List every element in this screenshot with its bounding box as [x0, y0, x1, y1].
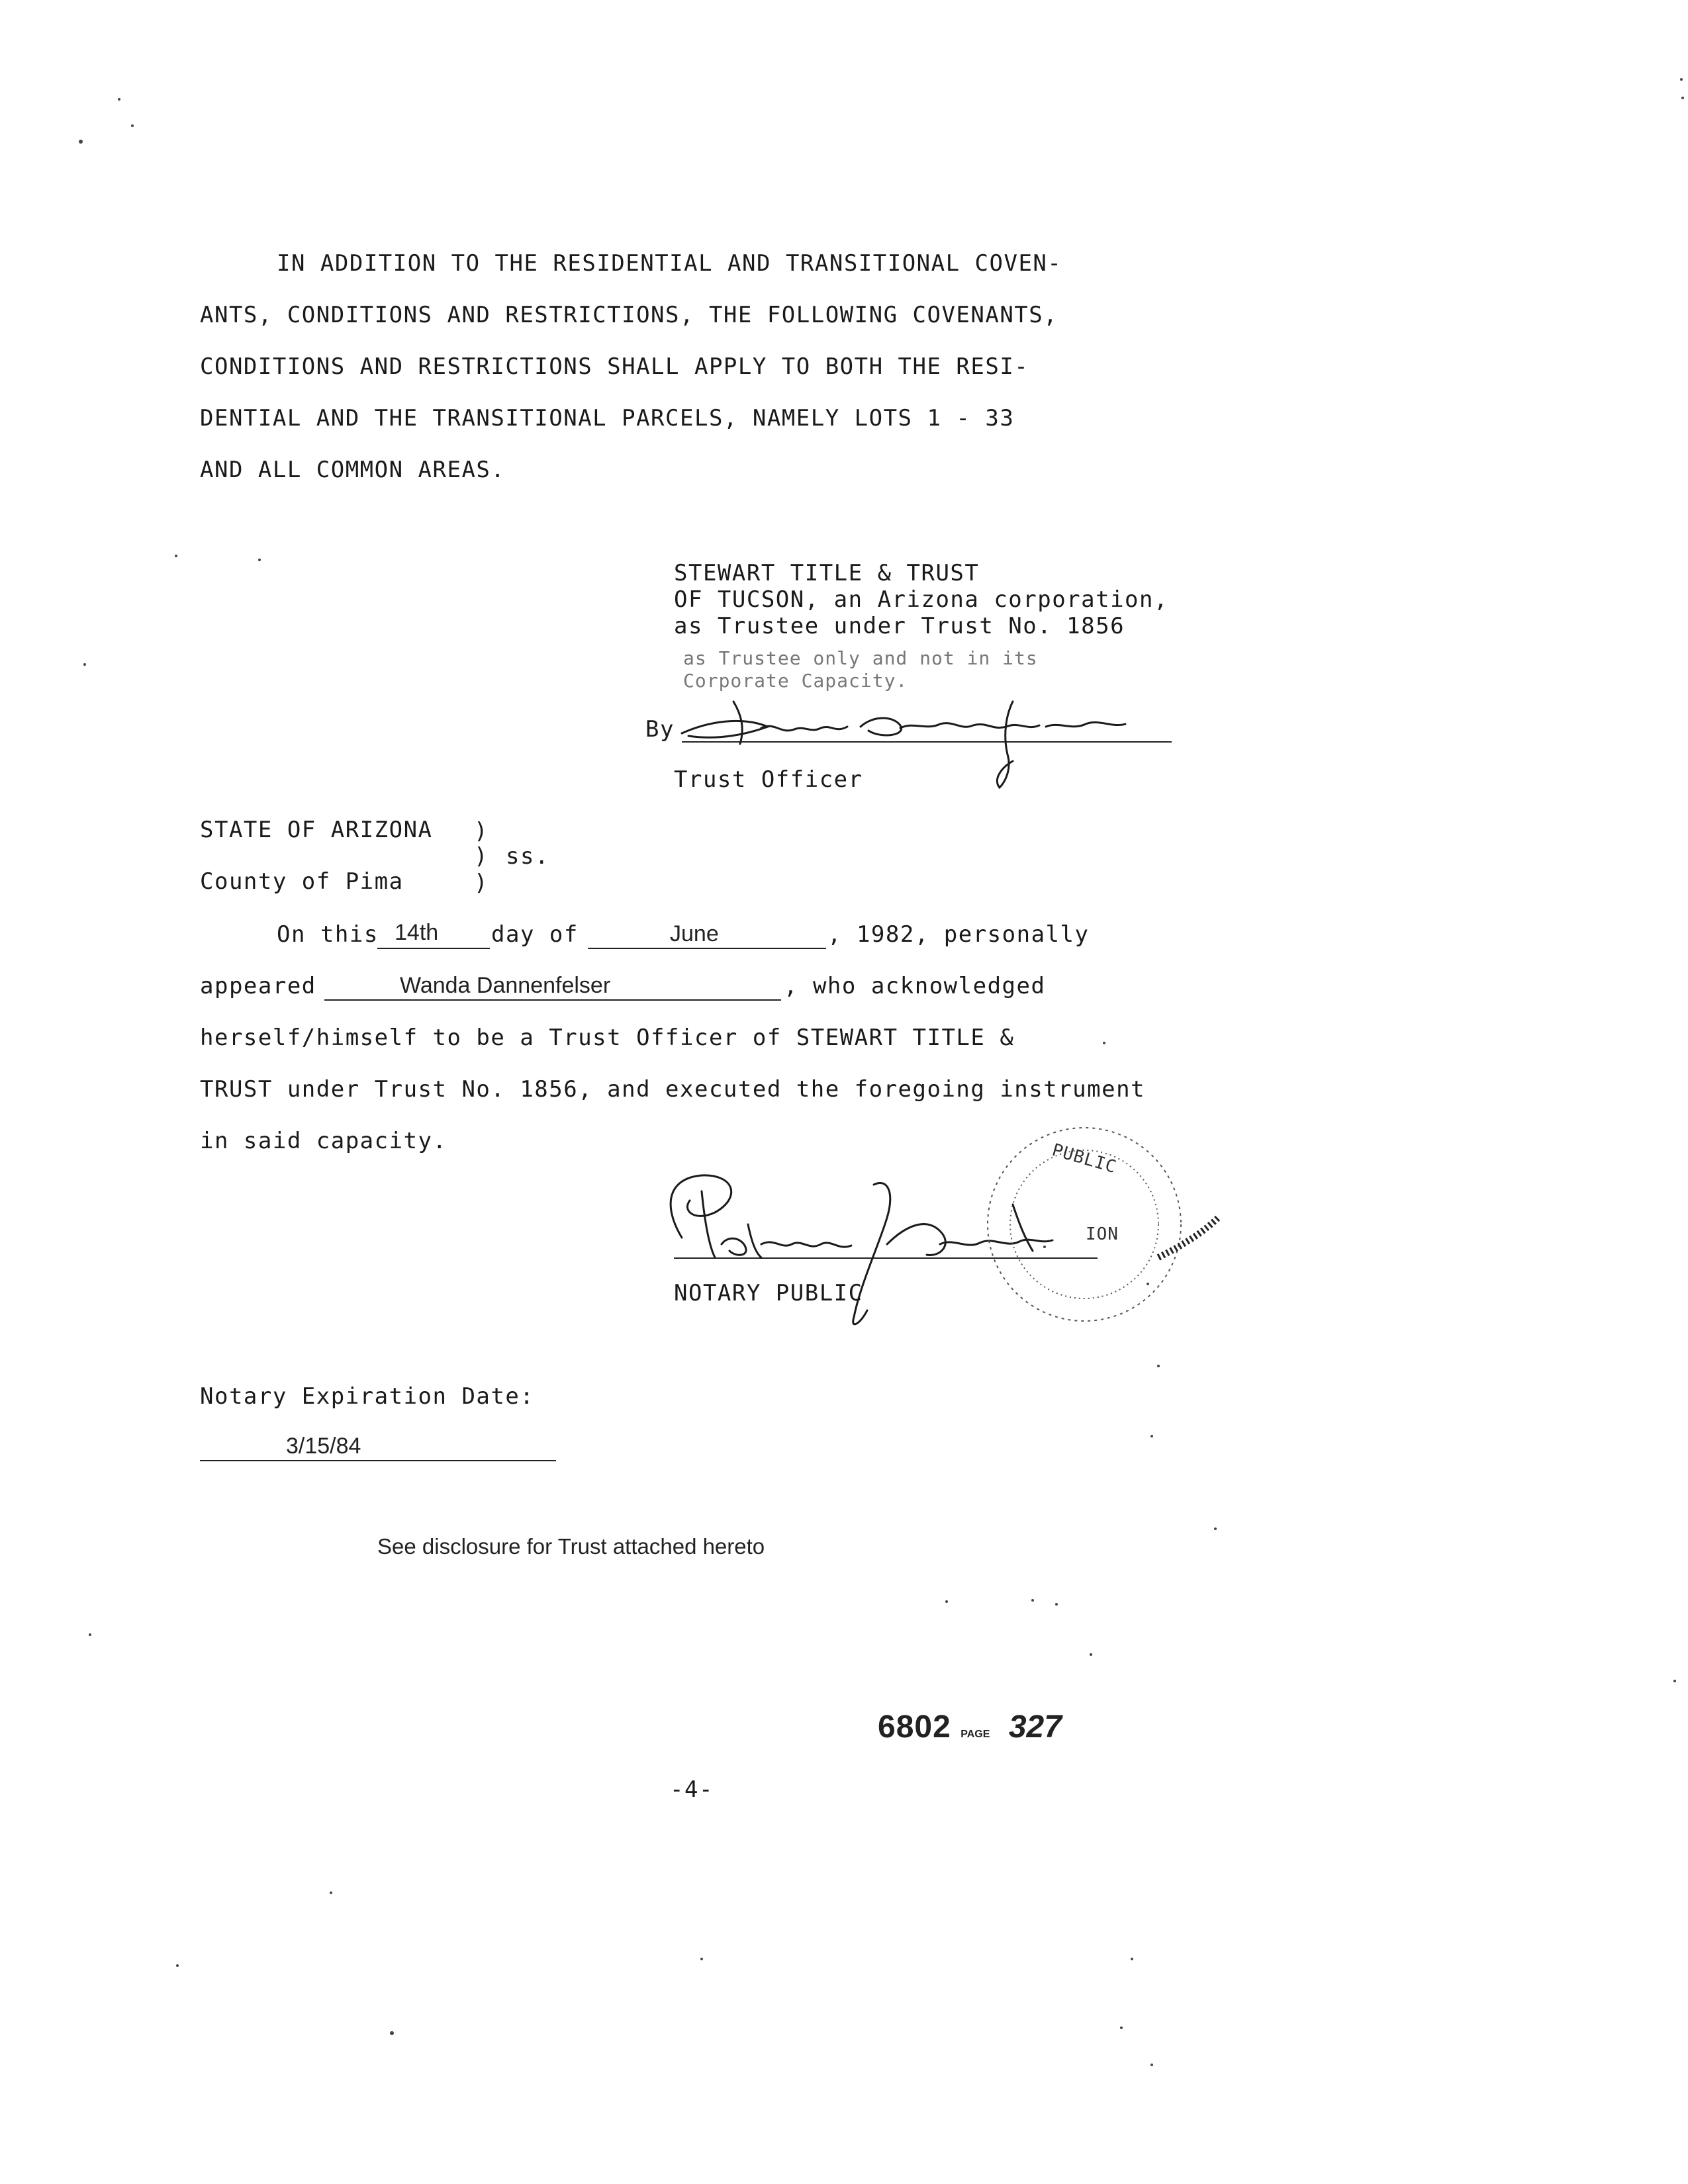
- trustee-name-line-2: OF TUCSON, an Arizona corporation,: [674, 586, 1168, 613]
- venue-bracket-1: ): [474, 818, 489, 844]
- ack-who-acknowledged: , who acknowledged: [784, 973, 1046, 999]
- by-label: By: [645, 716, 675, 743]
- appeared-name-value: Wanda Dannenfelser: [400, 973, 611, 998]
- notary-expiration-value: 3/15/84: [286, 1433, 361, 1459]
- ack-appeared: appeared: [200, 973, 316, 999]
- covenant-line-3: CONDITIONS AND RESTRICTIONS SHALL APPLY TO BOTH THE RESI-: [200, 353, 1029, 380]
- ack-year: , 1982, personally: [827, 921, 1090, 948]
- day-value: 14th: [395, 920, 439, 945]
- trust-officer-title: Trust Officer: [674, 766, 863, 793]
- venue-ss: ss.: [506, 843, 549, 870]
- venue-county: County of Pima: [200, 868, 404, 895]
- notary-seal-text-top: PUBLIC: [1049, 1140, 1119, 1178]
- covenant-line-4: DENTIAL AND THE TRANSITIONAL PARCELS, NAMELY LOTS 1 - 33: [200, 405, 1015, 432]
- notary-public-title: NOTARY PUBLIC: [674, 1280, 863, 1306]
- covenant-line-1: IN ADDITION TO THE RESIDENTIAL AND TRANSITIONAL COVEN-: [277, 250, 1062, 277]
- venue-bracket-2: ): [474, 843, 489, 870]
- ack-line-4: TRUST under Trust No. 1856, and executed the foregoing instrument: [200, 1076, 1146, 1103]
- covenant-line-5: AND ALL COMMON AREAS.: [200, 457, 506, 483]
- trustee-name-line-3: as Trustee under Trust No. 1856: [674, 613, 1125, 639]
- ack-line-5: in said capacity.: [200, 1128, 447, 1154]
- trust-officer-signature: [682, 702, 1125, 788]
- ack-day-of: day of: [491, 921, 579, 948]
- month-value: June: [670, 921, 719, 946]
- ack-on-this: On this: [277, 921, 379, 948]
- notary-seal-text-mid: ION: [1086, 1224, 1119, 1244]
- capacity-stamp-line-1: as Trustee only and not in its: [683, 647, 1038, 669]
- capacity-stamp-line-2: Corporate Capacity.: [683, 670, 908, 692]
- notary-expiration-label: Notary Expiration Date:: [200, 1383, 535, 1410]
- page-label: PAGE: [961, 1728, 990, 1740]
- scan-specks: [79, 78, 1684, 2066]
- venue-state: STATE OF ARIZONA: [200, 817, 433, 843]
- venue-bracket-3: ): [474, 870, 489, 896]
- page-number: 327: [1008, 1709, 1062, 1745]
- disclosure-note: See disclosure for Trust attached hereto: [377, 1534, 765, 1559]
- covenant-line-2: ANTS, CONDITIONS AND RESTRICTIONS, THE FOLLOWING COVENANTS,: [200, 302, 1058, 328]
- notary-signature: [671, 1175, 1053, 1324]
- trustee-name-line-1: STEWART TITLE & TRUST: [674, 560, 980, 586]
- docket-number: 6802: [878, 1709, 951, 1745]
- page-footer: -4-: [670, 1776, 714, 1803]
- ack-line-3: herself/himself to be a Trust Officer of STEWART TITLE &: [200, 1024, 1015, 1051]
